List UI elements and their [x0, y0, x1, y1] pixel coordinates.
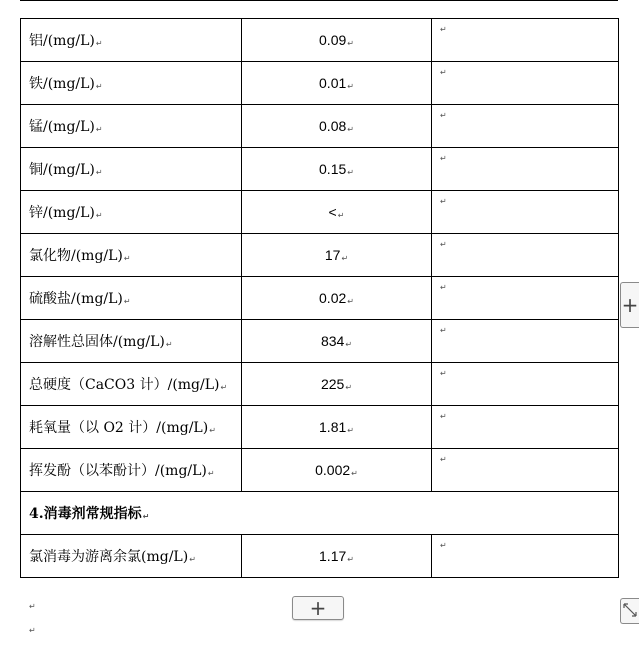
indicator-name-cell[interactable]: 氯化物/(mg/L)↵	[21, 234, 242, 277]
table-resize-handle[interactable]	[620, 598, 639, 624]
indicator-name-cell[interactable]: 总硬度（CaCO3 计）/(mg/L)↵	[21, 363, 242, 406]
indicator-name-cell[interactable]: 溶解性总固体/(mg/L)↵	[21, 320, 242, 363]
indicator-value-cell[interactable]: 0.15↵	[242, 148, 432, 191]
indicator-value-cell[interactable]: 17↵	[242, 234, 432, 277]
section-header-row	[21, 492, 619, 535]
section-title: 4.消毒剂常规指标	[29, 506, 142, 522]
indicator-name-cell[interactable]: 铁/(mg/L)↵	[21, 62, 242, 105]
indicator-value-cell[interactable]: 0.02↵	[242, 277, 432, 320]
indicator-value-cell[interactable]: <↵	[242, 191, 432, 234]
table-row	[21, 449, 619, 492]
indicator-name-cell[interactable]: 挥发酚（以苯酚计）/(mg/L)↵	[21, 449, 242, 492]
table-row	[21, 19, 619, 62]
add-row-button[interactable]	[292, 596, 344, 620]
table-row	[21, 320, 619, 363]
section-title-cell[interactable]: 4.消毒剂常规指标↵	[21, 492, 619, 535]
note-cell[interactable]: ↵	[432, 234, 619, 277]
indicator-value-cell[interactable]: 0.002↵	[242, 449, 432, 492]
paragraph-mark: ↵	[29, 626, 36, 635]
table-row	[21, 62, 619, 105]
table-row	[21, 105, 619, 148]
indicator-value-cell[interactable]: 0.09↵	[242, 19, 432, 62]
table-row	[21, 535, 619, 578]
note-cell[interactable]: ↵	[432, 277, 619, 320]
indicator-name-cell[interactable]: 氯消毒为游离余氯(mg/L)↵	[21, 535, 242, 578]
water-quality-table[interactable]	[20, 18, 619, 578]
note-cell[interactable]: ↵	[432, 363, 619, 406]
table-row	[21, 234, 619, 277]
plus-icon: +	[621, 293, 639, 317]
note-cell[interactable]: ↵	[432, 19, 619, 62]
indicator-value-cell[interactable]: 0.01↵	[242, 62, 432, 105]
indicator-value-cell[interactable]: 1.81↵	[242, 406, 432, 449]
indicator-name-cell[interactable]: 硫酸盐/(mg/L)↵	[21, 277, 242, 320]
indicator-name-cell[interactable]: 铝/(mg/L)↵	[21, 19, 242, 62]
table-row	[21, 191, 619, 234]
note-cell[interactable]: ↵	[432, 62, 619, 105]
table-row	[21, 148, 619, 191]
note-cell[interactable]: ↵	[432, 191, 619, 234]
indicator-name-cell[interactable]: 锌/(mg/L)↵	[21, 191, 242, 234]
indicator-name-cell[interactable]: 耗氧量（以 O2 计）/(mg/L)↵	[21, 406, 242, 449]
note-cell[interactable]: ↵	[432, 148, 619, 191]
resize-arrows-icon	[623, 603, 637, 617]
note-cell[interactable]: ↵	[432, 105, 619, 148]
indicator-name-cell[interactable]: 锰/(mg/L)↵	[21, 105, 242, 148]
indicator-name-cell[interactable]: 铜/(mg/L)↵	[21, 148, 242, 191]
indicator-value-cell[interactable]: 225↵	[242, 363, 432, 406]
note-cell[interactable]: ↵	[432, 320, 619, 363]
paragraph-mark: ↵	[29, 602, 36, 611]
indicator-value-cell[interactable]: 834↵	[242, 320, 432, 363]
note-cell[interactable]: ↵	[432, 406, 619, 449]
note-cell[interactable]: ↵	[432, 535, 619, 578]
table-row	[21, 277, 619, 320]
plus-icon: +	[309, 596, 327, 620]
indicator-value-cell[interactable]: 0.08↵	[242, 105, 432, 148]
add-column-button[interactable]	[620, 282, 639, 328]
note-cell[interactable]: ↵	[432, 449, 619, 492]
indicator-value-cell[interactable]: 1.17↵	[242, 535, 432, 578]
page-top-border	[20, 0, 618, 1]
table-row	[21, 363, 619, 406]
table-row	[21, 406, 619, 449]
